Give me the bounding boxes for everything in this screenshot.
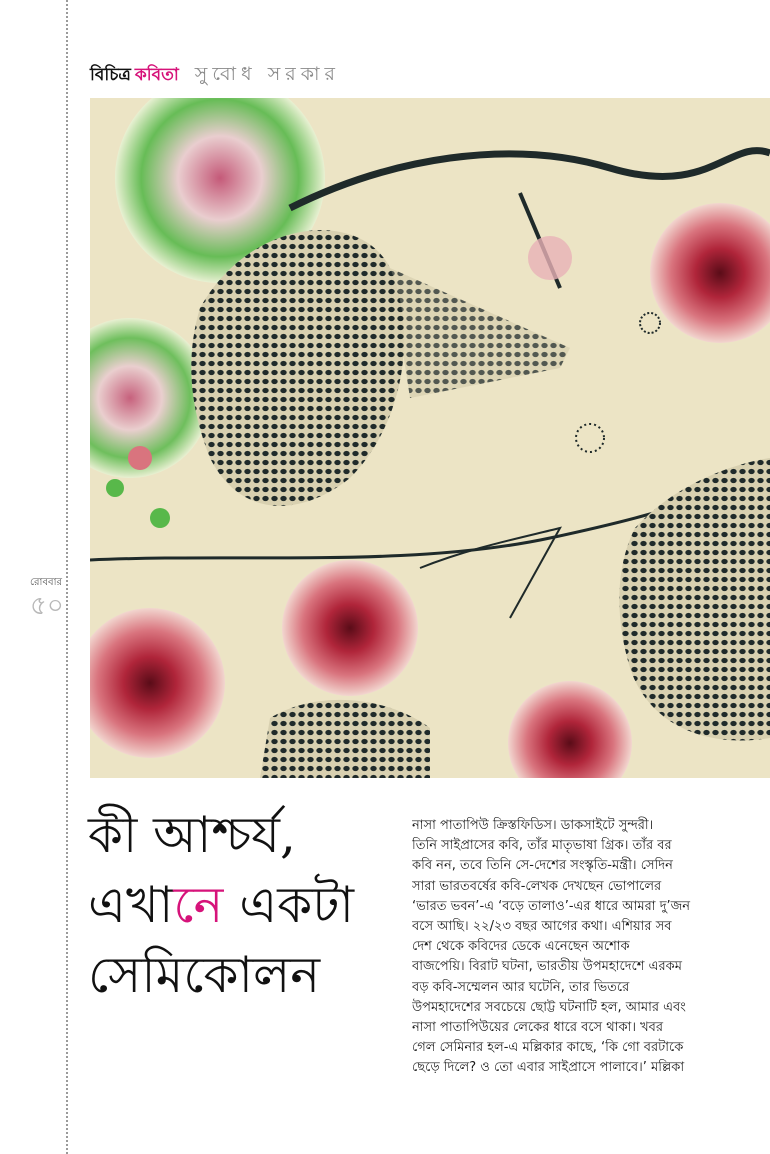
section-title: বিচিত্র (90, 65, 131, 85)
page-header (90, 60, 340, 88)
headline-line-2 (88, 870, 408, 940)
body-line: নাসা পাতাপিউয়ের লেকের ধারে বসে থাকা। খবর (412, 1020, 664, 1036)
abstract-painting (90, 98, 770, 778)
body-line: বাজপেয়ি। বিরাট ঘটনা, ভারতীয় উপমহাদেশে এরকম (412, 959, 682, 975)
page-number: ৫০ (30, 591, 64, 621)
body-line: উপমহাদেশের সবচেয়ে ছোট্ট ঘটনাটি হল, আমার এবং (412, 999, 686, 1015)
paint-drop (150, 508, 170, 528)
headline-text: একটা (223, 876, 354, 934)
headline-line-1: কী আশ্চর্য, (88, 806, 296, 864)
folio (30, 575, 70, 619)
artwork-image (90, 98, 770, 778)
article-headline (88, 800, 408, 1010)
pink-drop (528, 236, 572, 280)
section-subtitle: কবিতা (134, 65, 179, 85)
body-line: ‘ভারত ভবন’-এ ‘বড়ে তালাও’-এর ধারে আমরা দু’জন (412, 898, 691, 914)
headline-text: এখা (88, 876, 174, 934)
body-line: গেল সেমিনার হল-এ মল্লিকার কাছে, ‘কি গো বরটাকে (412, 1040, 684, 1056)
body-line: বসে আছি। ২২/২৩ বছর আগের কথা। এশিয়ার সব (412, 919, 672, 935)
body-line: দেশ থেকে কবিদের ডেকে এনেছেন অশোক (412, 939, 630, 955)
body-line: ছেড়ে দিলে? ও তো এবার সাইপ্রাসে পালাবে।’ মল্লিকা (412, 1060, 685, 1076)
body-line: নাসা পাতাপিউ ক্রিস্তফিডিস। ডাকসাইটে সুন্দরী। (412, 818, 654, 833)
headline-accent: নে (173, 876, 224, 934)
magazine-name: রোববার (30, 577, 62, 588)
article-body (412, 816, 762, 1079)
paint-drop (106, 479, 124, 497)
red-bloom (282, 560, 418, 696)
body-line: বড় কবি-সম্মেলন আর ঘটেনি, তার ভিতরে (412, 979, 630, 995)
author-name: সুবোধ সরকার (194, 63, 340, 85)
body-line: তিনি সাইপ্রাসের কবি, তাঁর মাতৃভাষা গ্রিক। তাঁর বর (412, 838, 672, 854)
headline-line-3: সেমিকোলন (88, 946, 321, 1004)
paint-drop (128, 446, 152, 470)
body-line: কবি নন, তবে তিনি সে-দেশের সংস্কৃতি-মন্ত্রী। সেদিন (412, 858, 673, 874)
body-line: সারা ভারতবর্ষের কবি-লেখক দেখছেন ভোপালের (412, 878, 662, 894)
